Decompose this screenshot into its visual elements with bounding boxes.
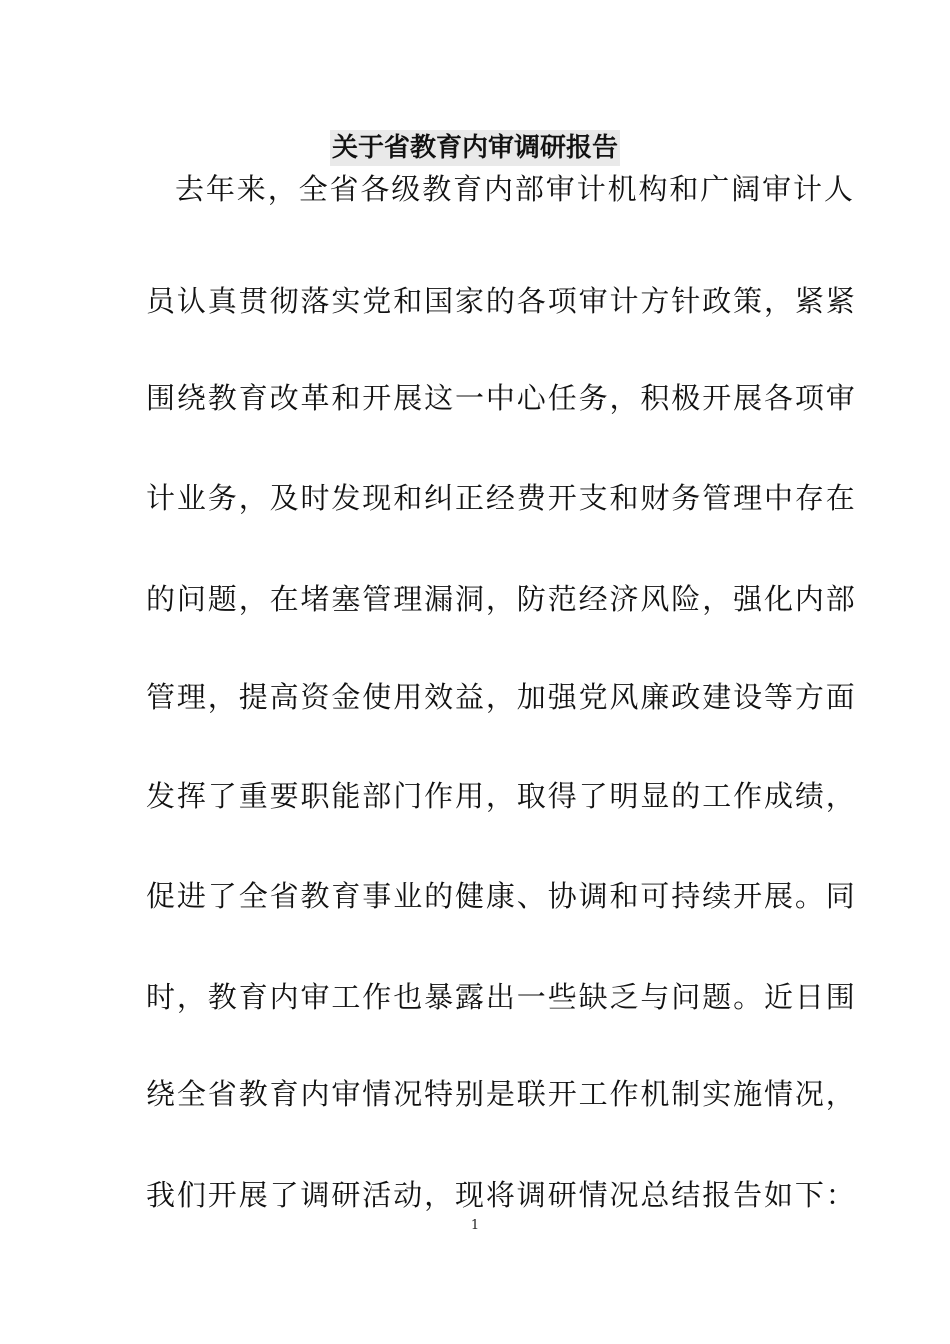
paragraph-line: 时，教育内审工作也暴露出一些缺乏与问题。近日围 bbox=[146, 980, 857, 1014]
paragraph-line: 的问题，在堵塞管理漏洞，防范经济风险，强化内部 bbox=[146, 582, 857, 616]
paragraph-line: 管理，提高资金使用效益，加强党风廉政建设等方面 bbox=[146, 680, 857, 714]
title-container bbox=[0, 130, 950, 166]
page-number: 1 bbox=[470, 1218, 480, 1233]
paragraph-line: 促进了全省教育事业的健康、协调和可持续开展。同 bbox=[146, 879, 857, 913]
paragraph-line: 绕全省教育内审情况特别是联开工作机制实施情况， bbox=[146, 1077, 857, 1111]
paragraph-line: 去年来，全省各级教育内部审计机构和广阔审计人 bbox=[175, 172, 855, 206]
paragraph-line: 员认真贯彻落实党和国家的各项审计方针政策，紧紧 bbox=[146, 284, 857, 318]
paragraph-line: 围绕教育改革和开展这一中心任务，积极开展各项审 bbox=[146, 381, 857, 415]
document-title: 关于省教育内审调研报告 bbox=[330, 130, 620, 166]
paragraph-line: 计业务，及时发现和纠正经费开支和财务管理中存在 bbox=[146, 481, 857, 515]
paragraph-line: 发挥了重要职能部门作用，取得了明显的工作成绩， bbox=[146, 779, 857, 813]
paragraph-line: 我们开展了调研活动，现将调研情况总结报告如下： bbox=[146, 1178, 857, 1212]
